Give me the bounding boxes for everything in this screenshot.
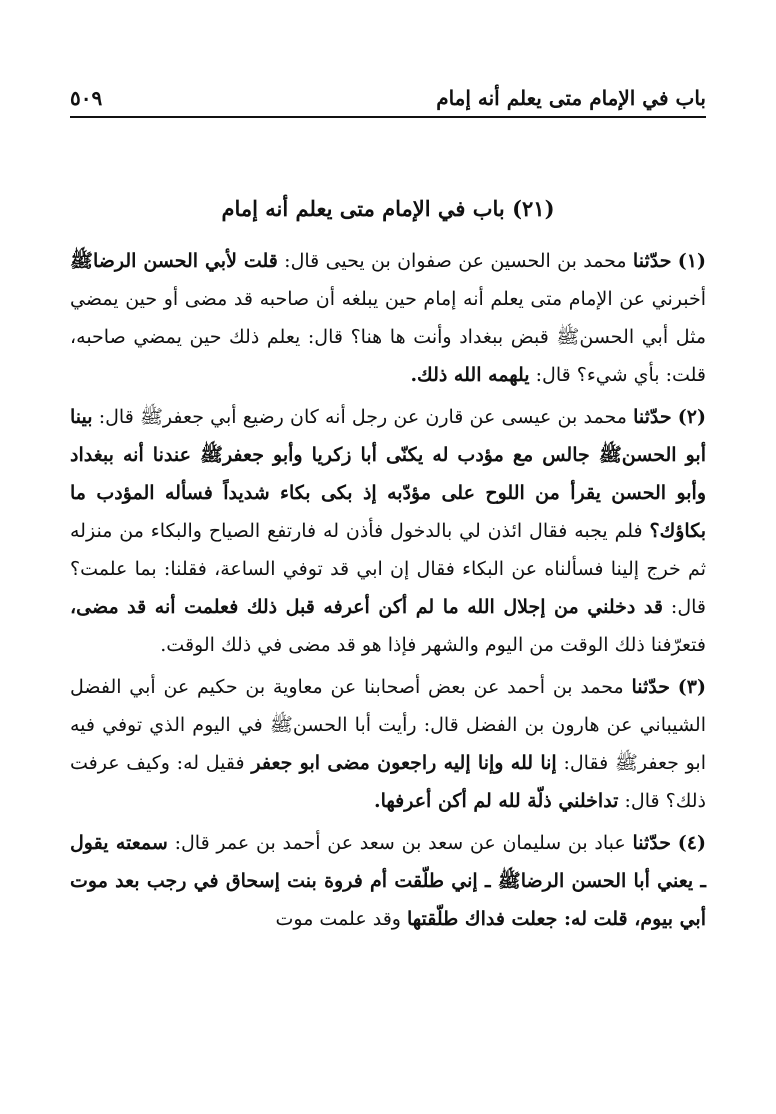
hadith-narration-word: حدّثنا [632, 250, 672, 272]
hadith-narration-word: حدّثنا [631, 676, 671, 698]
page-number: ٥٠٩ [70, 86, 103, 110]
hadith-text: عباد بن سليمان عن سعد بن سعد عن أحمد بن عمر قال: [167, 832, 633, 854]
hadith-1 [70, 242, 706, 394]
hadith-quote: تداخلني ذلّة لله لم أكن أعرفها. [373, 790, 619, 812]
hadith-text: محمد بن الحسين عن صفوان بن يحيى قال: [277, 250, 633, 272]
hadith-text: وقد علمت موت [275, 908, 407, 930]
hadith-text: أخبرني عن الإمام متى يعلم أنه إمام حين يبلغه أن صاحبه قد مضى أو حين يمضي مثل أبي الحسنﷺ قبض ببغداد وأنت ها هنا؟ قال: يعلم ذلك حين يمضي صاحبه، قلت: بأي شيء؟ قال: [70, 288, 706, 386]
hadith-text: محمد بن عيسى عن قارن عن رجل أنه كان رضيع أبي جعفرﷺ قال: [92, 406, 634, 428]
hadith-text: فلم يجبه فقال ائذن لي بالدخول فأذن له فارتفع الصياح والبكاء من منزله ثم خرج إلينا فسألناه عن البكاء فقال إن ابي قد توفي الساعة، فقلنا: بما علمت؟ قال: [70, 520, 706, 618]
hadith-text: فتعرّفنا ذلك الوقت من اليوم والشهر فإذا هو قد مضى في ذلك الوقت. [160, 634, 706, 656]
hadith-narration-word: حدّثنا [633, 406, 672, 428]
hadith-quote: إنا لله وإنا إليه راجعون مضى ابو جعفر [251, 752, 557, 774]
hadith-narration-word: حدّثنا [632, 832, 672, 854]
hadith-quote: قد دخلني من إجلال الله ما لم أكن أعرفه قبل ذلك فعلمت أنه قد مضى، [70, 596, 663, 618]
hadith-4 [70, 824, 706, 938]
hadith-quote: سمعته يقول ـ يعني أبا الحسن الرضاﷺ ـ إني طلّقت أم فروة بنت إسحاق في رجب بعد موت أبي بيوم، قلت له: جعلت فداك طلّقتها [70, 832, 706, 930]
hadith-quote: قلت لأبي الحسن الرضاﷺ [70, 250, 278, 272]
hadith-number: (٢) [677, 406, 707, 428]
chapter-title: (٢١) باب في الإمام متى يعلم أنه إمام [221, 196, 555, 221]
hadith-number: (٣) [677, 676, 706, 698]
running-header-title: باب في الإمام متى يعلم أنه إمام [436, 86, 706, 110]
hadith-quote: بينا أبو الحسنﷺ جالس مع مؤدب له يكنّى أبا زكريا وأبو جعفرﷺ عندنا أنه ببغداد وأبو الحسن يقرأ من اللوح على مؤدّبه إذ بكى بكاء شديداً فسأله المؤدب ما بكاؤك؟ [70, 406, 706, 542]
hadith-text: فقيل له: وكيف عرفت ذلك؟ قال: [70, 752, 706, 812]
body-text [70, 242, 706, 942]
hadith-number: (٤) [677, 832, 707, 854]
hadith-3 [70, 668, 706, 820]
hadith-text: محمد بن أحمد عن بعض أصحابنا عن معاوية بن حكيم عن أبي الفضل الشيباني عن هارون بن الفضل قال: رأيت أبا الحسنﷺ في اليوم الذي توفي فيه ابو جعفرﷺ فقال: [70, 676, 706, 774]
hadith-quote: يلهمه الله ذلك. [410, 364, 530, 386]
hadith-number: (١) [677, 250, 706, 272]
hadith-2 [70, 398, 706, 664]
page-header [70, 78, 706, 118]
